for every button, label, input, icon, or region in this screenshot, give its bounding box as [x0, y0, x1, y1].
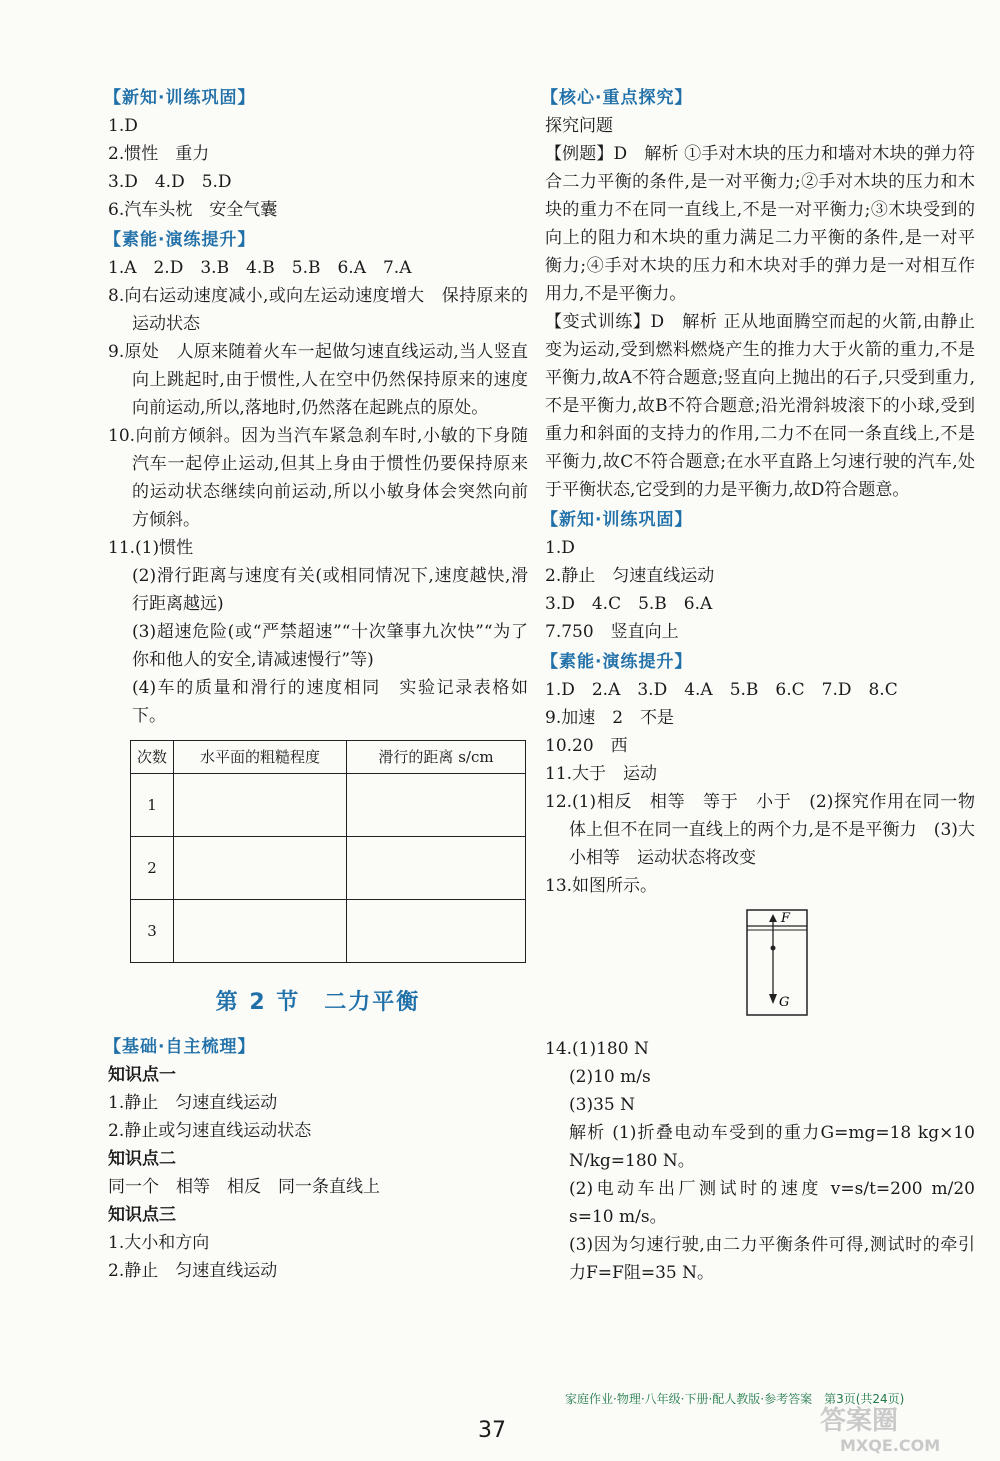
- answer-line: 13.如图所示。: [545, 876, 658, 896]
- answer-line: 11.大于 运动: [545, 764, 658, 784]
- table-cell: [347, 900, 526, 963]
- answer-line: 10.20 西: [545, 736, 628, 756]
- variant-answer: 【变式训练】D 解析 正从地面腾空而起的火箭,由静止变为运动,受到燃料燃烧产生的推力大于火箭的重力,不是平衡力,故A不符合题意;竖直向上抛出的石子,只受到重力,不是平衡力,故B不符合题意;沿光滑斜坡滚下的小球,受到重力和斜面的支持力的作用,二力不在同一条直线上,不是平衡力,故C不符合题意;在水平直路上匀速行驶的汽车,处于平衡状态,它受到的力是平衡力,故D符合题意。: [545, 312, 975, 500]
- answer-paragraph: (4)车的质量和滑行的速度相同 实验记录表格如下。: [132, 678, 528, 726]
- table-header: 水平面的粗糙程度: [174, 741, 347, 774]
- force-diagram: [745, 908, 975, 1027]
- example-answer: 【例题】D 解析 ①手对木块的压力和墙对木块的弹力符合二力平衡的条件,是一对平衡力;②手对木块的压力和木块的重力不在同一直线上,不是一对平衡力;③木块受到的向上的阻力和木块的重力满足二力平衡的条件,是一对平衡力;④手对木块的压力和木块对手的弹力是一对相互作用力,不是平衡力。: [545, 144, 975, 304]
- answer-line: 1.D 2.A 3.D 4.A 5.B 6.C 7.D 8.C: [545, 680, 898, 700]
- answer-line: 2.静止或匀速直线运动状态: [108, 1121, 312, 1141]
- table-row: [131, 837, 526, 900]
- answer-line: 6.汽车头枕 安全气囊: [108, 200, 278, 220]
- watermark-url: MXQE.COM: [840, 1436, 941, 1455]
- table-row: [131, 900, 526, 963]
- answer-paragraph: 12.(1)相反 相等 等于 小于 (2)探究作用在同一物体上但不在同一直线上的两个力,是不是平衡力 (3)大小相等 运动状态将改变: [545, 792, 975, 868]
- arrow-head: [769, 914, 777, 922]
- page-number: 37: [478, 1418, 506, 1443]
- answer-line: 7.750 竖直向上: [545, 622, 679, 642]
- probe-heading: 探究问题: [545, 116, 613, 136]
- answer-line: 1.D: [108, 116, 138, 136]
- table-cell: [174, 900, 347, 963]
- knowledge-point-heading: 知识点一: [108, 1065, 176, 1085]
- section-header: 【基础·自主梳理】: [104, 1037, 256, 1057]
- answer-line: 1.静止 匀速直线运动: [108, 1093, 278, 1113]
- answer-paragraph: 10.向前方倾斜。因为当汽车紧急刹车时,小敏的下身随汽车一起停止运动,但其上身由于惯性仍要保持原来的运动状态继续向前运动,所以小敏身体会突然向前方倾斜。: [108, 426, 528, 530]
- section-header: 【新知·训练巩固】: [104, 88, 256, 108]
- force-f-label: F: [781, 911, 791, 926]
- section-header: 【素能·演练提升】: [104, 230, 256, 250]
- table-cell: 3: [131, 900, 174, 963]
- left-column: [104, 82, 528, 1285]
- answer-line: 1.A 2.D 3.B 4.B 5.B 6.A 7.A: [108, 258, 412, 278]
- table-cell: [174, 774, 347, 837]
- force-g-label: G: [779, 995, 790, 1010]
- analysis-paragraph: 解析 (1)折叠电动车受到的重力G=mg=18 kg×10 N/kg=180 N。: [569, 1123, 975, 1171]
- answer-line: 1.大小和方向: [108, 1233, 210, 1253]
- table-cell: 1: [131, 774, 174, 837]
- record-table: [130, 740, 526, 963]
- answer-line: 9.加速 2 不是: [545, 708, 675, 728]
- answer-line: 2.静止 匀速直线运动: [545, 566, 715, 586]
- answer-line: 14.(1)180 N: [545, 1039, 649, 1059]
- table-cell: 2: [131, 837, 174, 900]
- table-row: [131, 774, 526, 837]
- knowledge-point-heading: 知识点二: [108, 1149, 176, 1169]
- section-header: 【素能·演练提升】: [541, 652, 693, 672]
- table-cell: [174, 837, 347, 900]
- answer-line: 同一个 相等 相反 同一条直线上: [108, 1177, 380, 1197]
- section-header: 【核心·重点探究】: [541, 88, 693, 108]
- answer-line: (3)35 N: [569, 1095, 635, 1115]
- table-cell: [347, 837, 526, 900]
- table-cell: [347, 774, 526, 837]
- right-column: [541, 82, 975, 1287]
- answer-line: 11.(1)惯性: [108, 538, 194, 558]
- answer-line: 1.D: [545, 538, 575, 558]
- section-title: 第 2 节 二力平衡: [215, 990, 421, 1015]
- section-header: 【新知·训练巩固】: [541, 510, 693, 530]
- answer-line: 3.D 4.C 5.B 6.A: [545, 594, 713, 614]
- table-header: 滑行的距离 s/cm: [347, 741, 526, 774]
- table-header: 次数: [131, 741, 174, 774]
- answer-paragraph: 8.向右运动速度减小,或向左运动速度增大 保持原来的运动状态: [108, 286, 528, 334]
- answer-paragraph: (2)滑行距离与速度有关(或相同情况下,速度越快,滑行距离越远): [132, 566, 528, 614]
- answer-paragraph: 9.原处 人原来随着火车一起做匀速直线运动,当人竖直向上跳起时,由于惯性,人在空中仍然保持原来的速度向前运动,所以,落地时,仍然落在起跳点的原处。: [108, 342, 528, 418]
- knowledge-point-heading: 知识点三: [108, 1205, 176, 1225]
- analysis-paragraph: (3)因为匀速行驶,由二力平衡条件可得,测试时的牵引力F=F阻=35 N。: [569, 1235, 975, 1283]
- answer-paragraph: (3)超速危险(或“严禁超速”“十次肇事九次快”“为了你和他人的安全,请减速慢行”等): [132, 622, 528, 670]
- arrow-head: [769, 994, 777, 1004]
- answer-line: 2.静止 匀速直线运动: [108, 1261, 278, 1281]
- page-footer: 家庭作业·物理·八年级·下册·配人教版·参考答案 第3页(共24页): [565, 1392, 905, 1406]
- analysis-paragraph: (2)电动车出厂测试时的速度 v=s/t=200 m/20 s=10 m/s。: [569, 1179, 975, 1227]
- force-diagram-svg: [745, 908, 815, 1018]
- answer-line: (2)10 m/s: [569, 1067, 651, 1087]
- answer-line: 2.惯性 重力: [108, 144, 210, 164]
- watermark-logo: 答案圈: [820, 1406, 899, 1436]
- answer-line: 3.D 4.D 5.D: [108, 172, 232, 192]
